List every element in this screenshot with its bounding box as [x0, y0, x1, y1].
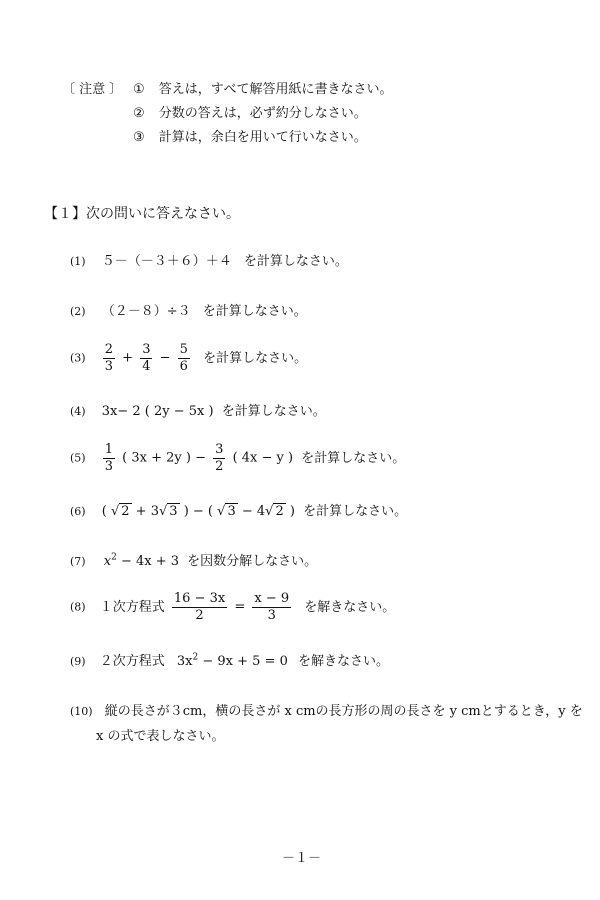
question-8	[70, 592, 395, 622]
denominator: 4	[142, 358, 151, 374]
denominator: 3	[104, 458, 114, 474]
paren-open: (	[101, 504, 107, 519]
exponent: 2	[111, 552, 117, 563]
radicand: 3	[169, 504, 178, 519]
denominator: 6	[179, 358, 188, 374]
fraction	[172, 592, 227, 622]
question-number: (6)	[70, 505, 86, 518]
operator: −	[195, 450, 206, 466]
numerator: 16 − 3x	[173, 591, 226, 606]
question-10	[70, 700, 583, 719]
exponent: 2	[192, 652, 199, 663]
note-item-3	[133, 126, 367, 145]
numerator: 5	[179, 342, 188, 357]
note-mark-2: ②	[133, 106, 145, 121]
radicand: 2	[275, 504, 284, 519]
notes-label: 〔 注意 〕	[62, 82, 123, 97]
question-text-line-1: 縦の長さが３cm，横の長さが x cmの長方形の周の長さを y cmとするとき，y を	[104, 704, 583, 719]
question-9	[70, 650, 389, 669]
term: + 3	[135, 504, 159, 519]
radicand: 3	[227, 504, 236, 519]
square-root: √ 2	[110, 504, 130, 519]
note-mark-1: ①	[133, 82, 145, 97]
question-instruction: を計算しなさい。	[202, 304, 307, 319]
question-1	[70, 250, 348, 269]
denominator: 2	[215, 458, 224, 474]
question-number: (7)	[70, 555, 86, 568]
question-instruction: を計算しなさい。	[243, 254, 348, 269]
note-text-1: 答えは，すべて解答用紙に書きなさい。	[158, 82, 393, 97]
question-number: (2)	[70, 305, 86, 318]
question-number: (9)	[70, 655, 86, 668]
square-root: √ 3	[217, 504, 236, 519]
question-expression: ５－（－３＋６）＋４	[101, 254, 232, 269]
question-instruction: を計算しなさい。	[301, 450, 406, 466]
equals-sign: =	[234, 599, 246, 615]
term: − 4	[241, 504, 266, 519]
numerator: x − 9	[254, 591, 290, 606]
question-expression: 3x− 2 ( 2y − 5x )	[101, 404, 214, 419]
equation-lead: ２次方程式	[99, 654, 165, 669]
question-number: (5)	[70, 451, 86, 465]
fraction	[103, 443, 115, 473]
note-mark-3: ③	[133, 130, 145, 145]
question-5	[70, 443, 405, 473]
question-2	[70, 300, 307, 319]
question-number: (10)	[70, 705, 93, 718]
fraction	[140, 343, 152, 373]
numerator: 3	[215, 442, 224, 457]
radicand: 2	[121, 504, 130, 519]
question-instruction: を計算しなさい。	[303, 504, 408, 519]
numerator: 2	[104, 342, 114, 357]
fraction	[213, 443, 225, 473]
question-number: (8)	[70, 600, 86, 614]
paren-close: )	[289, 504, 295, 519]
fraction	[103, 343, 115, 373]
section-title: 【１】次の問いに答えなさい。	[44, 206, 240, 222]
question-number: (3)	[70, 351, 86, 365]
square-root: √ 2	[265, 504, 284, 519]
variable-base: x	[103, 554, 112, 569]
square-root: √ 3	[158, 504, 178, 519]
question-6	[70, 500, 407, 519]
question-number: (1)	[70, 255, 86, 268]
question-instruction: を解きなさい。	[304, 599, 396, 615]
numerator: 3	[142, 342, 151, 357]
denominator: 3	[104, 358, 114, 374]
question-instruction: を因数分解しなさい。	[187, 554, 318, 569]
page-number: －１－	[282, 851, 322, 866]
question-instruction: を計算しなさい。	[203, 350, 308, 366]
paren-close-open: ) − (	[183, 504, 213, 519]
question-instruction: を計算しなさい。	[221, 404, 326, 419]
note-item-2	[133, 102, 367, 121]
operator: +	[122, 350, 134, 366]
question-instruction: を解きなさい。	[298, 654, 390, 669]
denominator: 2	[195, 607, 204, 623]
question-expression: − 9x + 5 = 0	[202, 654, 288, 669]
parenthesized-term: ( 3x + 2y )	[122, 450, 191, 466]
question-number: (4)	[70, 405, 86, 418]
denominator: 3	[267, 607, 276, 623]
numerator: 1	[104, 442, 114, 457]
question-3	[70, 343, 307, 373]
question-expression: （２－８）÷３	[101, 304, 191, 319]
term: 3x	[176, 654, 193, 669]
parenthesized-term: ( 4x − y )	[232, 450, 294, 466]
equation-lead: １次方程式	[99, 599, 165, 615]
question-4	[70, 400, 326, 419]
fraction	[178, 343, 190, 373]
question-10-continuation: x の式で表しなさい。	[96, 729, 225, 744]
question-7	[70, 550, 317, 569]
question-expression: − 4x + 3	[120, 554, 180, 569]
operator: −	[159, 350, 171, 366]
note-text-2: 分数の答えは，必ず約分しなさい。	[158, 106, 367, 121]
fraction	[252, 592, 291, 622]
note-text-3: 計算は，余白を用いて行いなさい。	[158, 130, 367, 145]
note-item-1	[133, 78, 393, 97]
